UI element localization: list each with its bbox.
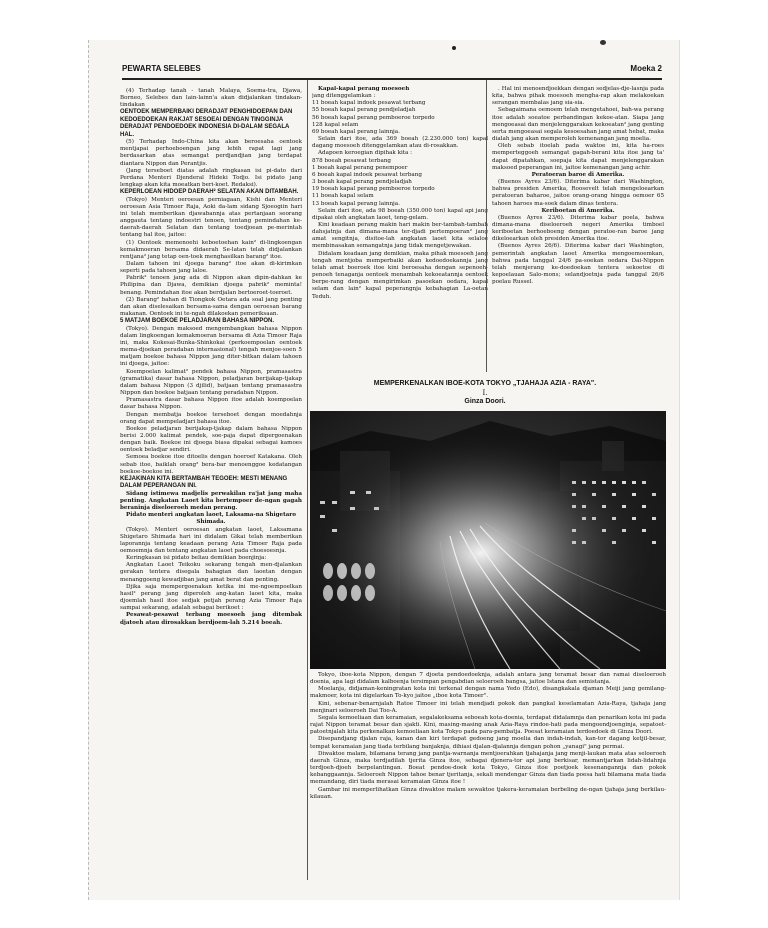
article-paragraph: Selain dari itoe, ada 98 boeah (350.000 ton) kapal api jang dipakai oleh angkatan laoet, teng-gelam.: [312, 207, 488, 221]
article-paragraph: 878 boeah pesawat terbang: [312, 157, 392, 164]
article-paragraph: Dengan membatja boekoe terseboet dengan moedahnja orang dapat mempeladjari bahasa itoe.: [120, 411, 302, 425]
article-paragraph: Djika saja mempergoenakan ketika ini me-ngoempoelkan hasil² perang jang diperoleh ang-katan laoet kita, maka djoemlah hasil itoe sedjak petjah perang Azia Timoer Raja sampai sekarang, adalah sebagai berikoet :: [120, 583, 302, 612]
article-paragraph: (2) Barang² bahan di Tiongkok Oetara ada soal jang penting dan akan diselesaikan bersama-sama dengan oeroesan barang makanan. Oentoek ini te-ngah dilakoekan pemeriksaan.: [120, 296, 302, 318]
article-paragraph: Kini keadaan perang makin hari makin ber-tambah-tambah dahsjatnja dan dimana-mana ter-djadi pertempoeran² jang amat sengitnja, disitoe-lah angkatan laoet kita selaloe membinasakan semangatnja jang tidak mengetjewakan.: [312, 221, 488, 250]
page-number: Moeka 2: [630, 64, 662, 73]
article-paragraph: (Tokyo). Menteri oeroesan angkatan laoet, Laksamana Shigetaro Shimada hari ini didalam Gikai telah memberikan laporannja tentang keadaan perang Azia Timoer Raja pada oemoemnja dan tentang angkatan laoet pada choesoesnja.: [120, 526, 302, 554]
article-subhead: Pesawat-pesawat terbang moesoeh jang ditembak djatoeh atau dirosakkan berdjoem-lah 5.214 boeah.: [120, 612, 302, 626]
article-subhead: Kapal-kapal perang moesoeh: [318, 86, 410, 92]
article-paragraph: (Tokyo) Menteri oeroesan perniagaan, Kishi dan Menteri oeroesan Asia Timoer Raja, Aoki da-lam sidang Sjoeogiin hari ini telah memberikan djawabannja atas pertanjaan seorang anggauta tentang indoestri tenoen, tentang pemindahan ke-daerah-daerah Selatan dan tentang toedjoean pe-merintah tentang hal itoe, jaitoe:: [120, 196, 302, 239]
article-headline: KEJAKINAN KITA BERTAMBAH TEGOEH: MESTI MENANG DALAM PEPERANGAN INI.: [120, 475, 288, 490]
newspaper-name: PEWARTA SELEBES: [122, 64, 201, 73]
article-subhead: Peratoeran baroe di Amerika.: [531, 171, 625, 178]
ink-speck: [600, 40, 606, 45]
article-paragraph: (Tokyo). Dengan maksoed mengembangkan bahasa Nippon dalam lingkoengan kemakmoeran bersama di Azia Timoer Raja ini, maka Kokesai-Bunka-Shinkokai (perkoempoelan oentoek mema-djoekan peradaban internasional) tengah menjoe-soen 5 matjam boekoe bahasa Nippon jang diter-bitkan dalam tahoen ini djoega, jaitoe:: [120, 325, 302, 368]
article-paragraph: Dalam tahoen ini djoega barang² itoe akan di-kirimkan seperti pada tahoen jang laloe.: [120, 261, 302, 275]
article-paragraph: Oleh sebab itoelah pada waktoe ini, kita ha-roes memperteggoeh semangat gagah-berani kita itoe jang ta' dapat dipatahkan, soepaja kita dapat menjelenggarakan maksoed peperangan ini, jaitoe kemenangan jang achir.: [492, 143, 664, 171]
article-paragraph: 11 boeah kapal selam: [312, 193, 374, 200]
article-paragraph: 55 boeah kapal perang pendjeladjah: [312, 107, 416, 114]
ink-speck: [452, 46, 456, 50]
photo-feature-title: MEMPERKENALKAN IBOE-KOTA TOKYO „TJAHAJA AZIA - RAYA".: [373, 380, 597, 387]
caption-paragraph: Kini, sebenar-benarnjalah Ratoe Timoer ini telah mendjadi pokok dan pangkal keselamatan Azia-Raya, tjahaja jang menjinari seloeroeh Dai Too-A.: [310, 700, 666, 714]
article-paragraph: Pramasastra dasar bahasa Nippon itoe adalah koempoelan dasar bahasa Nippon.: [120, 397, 302, 411]
photo-feature-number: I.: [482, 389, 488, 397]
right-column: [492, 86, 664, 374]
article-paragraph: Selain dari itoe, ada 369 boeah (2.230.000 ton) kapal dagang moesoeh ditenggelamkan atau di-rosakkan.: [312, 136, 488, 150]
article-paragraph: 1 boeah kapal perang penempoer: [312, 164, 408, 171]
article-paragraph: (Buenos Ayres 26/6). Diterima kabar dari Washington, pemerintah angkatan laoet Amerika mengoemoemkan, bahwa pada tanggal 24/6 pa-soekan oedara Dai-Nippon telah menjerang ke-doedoekan tentera sekoetoe di kepoelauan Salo-mons; selandjoetnja pada tanggal 26/6 poelau Russel.: [492, 243, 664, 286]
article-paragraph: Adapoen keroegian dipihak kita :: [318, 150, 413, 157]
page-header: [122, 62, 662, 80]
article-paragraph: Semoea boekoe itoe ditoelis dengan hoeroef Katakana. Oleh sebab itoe, baiklah orang² bera-bar menoenggoe kedatangan boekoe-boekoe ini.: [120, 454, 302, 475]
caption-paragraph: Segala kemoeliaan dan keramaian, segalakeksama seboeah kota-doenia, terdapat didalamnja dan penarikan kota ini pada rajat Nippon teramat besar dan sjakti. Kini, masing-masing anak Azia-Raya rindoe-hati pada mengoendjoenginja, sepatoet-patoetnjalah kita perkenalkan kemoeliaan kota Tokyo pada para-pembatja. Poesat keramaian terdoedoek di Ginza Doori.: [310, 714, 666, 736]
article-paragraph: Pabrik² tenoen jang ada di Nippon akan dipin-dahkan ke Philipina dan Djawa, demikian djoega pabrik² meminta! benang. Pemindahan itoe akan berdjalan bertoeroet-toeroet.: [120, 275, 302, 296]
left-column: [120, 88, 302, 888]
article-paragraph: Sebagaimana oemoem telah mengetahoei, bah-wa perang itoe adalah soeatoe perbandingan kekoe-atan. Siapa jang mengoeasai dan menjelenggarakan kekoeatan² jang genting serta mengoeasai segala kesoesahan jang amat hebat, maka dialah jang akan memperoleh kemenangan jang moelia.: [492, 107, 664, 143]
article-paragraph: 3 boeah kapal perang pendjeladjah: [312, 179, 412, 186]
caption-paragraph: Diwaktoe malam, bilamana terang jang pantja-warnanja mentjoerahkan tjahajanja jang menji-laukan mata atas seloeroeh daerah Ginza, maka terdjadilah tjerita Ginza itoe, sebagai djenera-tor api jang berkisar, memantjarkan lidah-lidahnja terdjoeh-djoeh berpelantingan. Boeat pendoe-doek kota Tokyo, Ginza itoe poetjoek kesenangannja dan pokok kebanggaannja. Seloeroeh Nippon tahoe benar tjeritanja, sekali mendengar Ginza dan tiada poesa hati bilamana mata tiada memandang, diri tiada merasai keramaian Ginza itoe !: [310, 750, 666, 786]
article-headline: KEPERLOEAN HIDOEP DAERAH² SELATAN AKAN DITAMBAH.: [120, 189, 299, 196]
article-paragraph: 13 boeah kapal perang lainnja.: [312, 200, 400, 207]
article-paragraph: 11 boeah kapal indoek pesawat terbang: [312, 100, 426, 107]
article-subhead: Sidang istimewa madjelis perwakilan ra'jat jang maha penting. Angkatan Laoet kita bertempoer de-ngan gagah beraninja diseloeroeh medan perang.: [120, 490, 302, 512]
article-paragraph: 128 kapal selam: [312, 121, 359, 128]
article-paragraph: jang ditenggelamkan :: [312, 93, 376, 100]
column-divider: [486, 80, 487, 372]
article-paragraph: Didalam keadaan jang demikian, maka pihak moesoeh jang tengah mentjoba memperbaiki akan kedoedoekannja jang telah amat boeroek itoe kini beroesaha dengan sepenoeh-penoeh tenaganja oentoek menambah kekoeatannja oentoek berpe-rang dengan mengirimkan pasoekan oedara, kapal selam dan lain² kapal peperangnja kebahagian La-oetan Teduh.: [312, 250, 488, 300]
article-paragraph: Koempoelan kalimat² pendek bahasa Nippon, pramasastra (gramatika) dasar bahasa Nippon, peladjaran berijakap-tjakap dalam bahasa Nippon (3 djilid), batjaan tentang pramasastra Nippon dan boekoe batjaan tentang peradaban Nippon.: [120, 368, 302, 397]
article-paragraph: Keringkasan isi pidato beliau demikian boenjinja:: [126, 555, 267, 562]
article-headline: OENTOEK MEMPERBAIKI DERADJAT PENGHIDOEPAN DAN KEDOEDOEKAN RAKJAT SESOEAI DENGAN TINGGINJA DERADJAT PENDOEDOEK INDONESIA DI-DALAM SEGALA HAL.: [120, 109, 293, 138]
article-paragraph: 19 boeah kapal perang pemboeroe torpedo: [312, 186, 435, 193]
article-paragraph: (1) Oentoek memenoehi keboetoehan kain² di-lingkoengan kemakmoeran bersama didaerah Se-latan telah didjalankan rentjana² jang tetap oen-toek menghasilkan barang² itoe.: [120, 239, 302, 260]
photo-feature-subtitle: Ginza Doori.: [464, 398, 506, 405]
column-divider: [307, 80, 308, 880]
article-subhead: Pidato menteri angkatan laoet, Laksama-na Shigetaro Shimada.: [126, 512, 296, 526]
ginza-night-photo: [310, 411, 666, 669]
article-subhead: Keriboetan di Amerika.: [541, 207, 615, 214]
article-paragraph: (Jang terseboet diatas adalah ringkasan isi pi-dato dari Perdana Menteri Djenderal Hideki Todjo. Isi pidato jang lengkap akan kita moeatkan beri-koet. Redaksi).: [120, 167, 302, 189]
caption-paragraph: Tokyo, iboe-kota Nippon, dengan 7 djoeta pendoedoeknja, adalah antara jang teramat besar dan ramai diseloeroeh doenia, apa lagi didalam kalboenja tersimpan pengabdian seloeroeh bangsa, jaitoe Istana dan semistanja.: [310, 672, 666, 686]
article-paragraph: Boekoe peladjaran berijakap-tjakap dalam bahasa Nippon berisi 2.000 kalimat pendek, soe-paja dapat dipergoenakan dengan baik. Boekoe ini djoega biasa dipakai sebagai kamoes oentoek beladjar sendiri.: [120, 425, 302, 454]
caption-paragraph: Disepandjang djalan raja, kanan dan kiri terdapat gedoeng jang moelia dan indah-indah, kan-tor dagang ketjil-besar, tempat keramaian jang tiada terbilang banjaknja, dihiasi djalan-djalannja dengan pohon „yanagi" jang permai.: [310, 736, 666, 750]
caption-paragraph: Gambar ini memperlihatkan Ginza diwaktoe malam sewaktoe tjakera-keramaian berbeling de-ngan tjahaja jang berkilau-kilauan.: [310, 786, 666, 800]
article-paragraph: (5) Terhadap Indo-China kita akan beroesaha oentoek mentjapai perhoeboengan jang lebih rapat lagi jang berdasarkan atas semangat perdjandjian jang terdapat diantara Nippon dan Perantjis.: [120, 139, 302, 167]
article-paragraph: (4) Terhadap tanah - tanah Malaya, Soema-tra, Djawa, Borneo, Selebes dan lain-lainn'a akan didjalankan tindakan-tindakan: [120, 88, 302, 109]
article-headline: 5 MATJAM BOEKOE PELADJARAN BAHASA NIPPON.: [120, 318, 275, 325]
caption-paragraph: Moelanja, didjaman-keningratan kota ini terkenal dengan nama Yedo (Edo), disangkakala djaman Meiji jang gemilang-makmoer, kota ini digelarkan To-kyo jaitoe „iboe kota Timoer".: [310, 686, 666, 700]
photo-caption: [310, 672, 666, 801]
article-paragraph: Angkatan Laoet Teikoku sekarang tengah men-djalankan gerakan tentera disegala bahagian dan laoetan dengan menanggoeng kewadjiban jang amat berat dan penting.: [120, 562, 302, 583]
article-paragraph: . Hal ini menoendjoekkan dengan sedjelas-dje-lasnja pada kita, bahwa pihak moesoeh mengha-rap akan melakoekan serangan membalas jang sia-sia.: [492, 86, 664, 107]
middle-column: [312, 86, 488, 374]
article-paragraph: 56 boeah kapal perang pemboeroe torpedo: [312, 114, 435, 121]
article-paragraph: 6 boeah kapal indoek pesawat terbang: [312, 171, 422, 178]
article-paragraph: (Buenos Ayres 23/6). Diterima kabar dari Washington, bahwa presiden Amerika, Roosevelt telah mengeloearkan peratoeran baharoe, jaitoe orang-orang hingga oemoer 65 tahoen haroes ma-soek dalam dinas tentera.: [492, 179, 664, 207]
article-paragraph: (Buenos Ayres 23/6). Diterima kabar poela, bahwa dimana-mana diseloeroeh negeri Amerika timboel keriboetan berhoeboeng dengan peratoe-ran baroe jang dikeloearkan oleh presiden Amerika itoe.: [492, 214, 664, 243]
article-paragraph: 69 boeah kapal perang lainnja.: [312, 128, 400, 135]
